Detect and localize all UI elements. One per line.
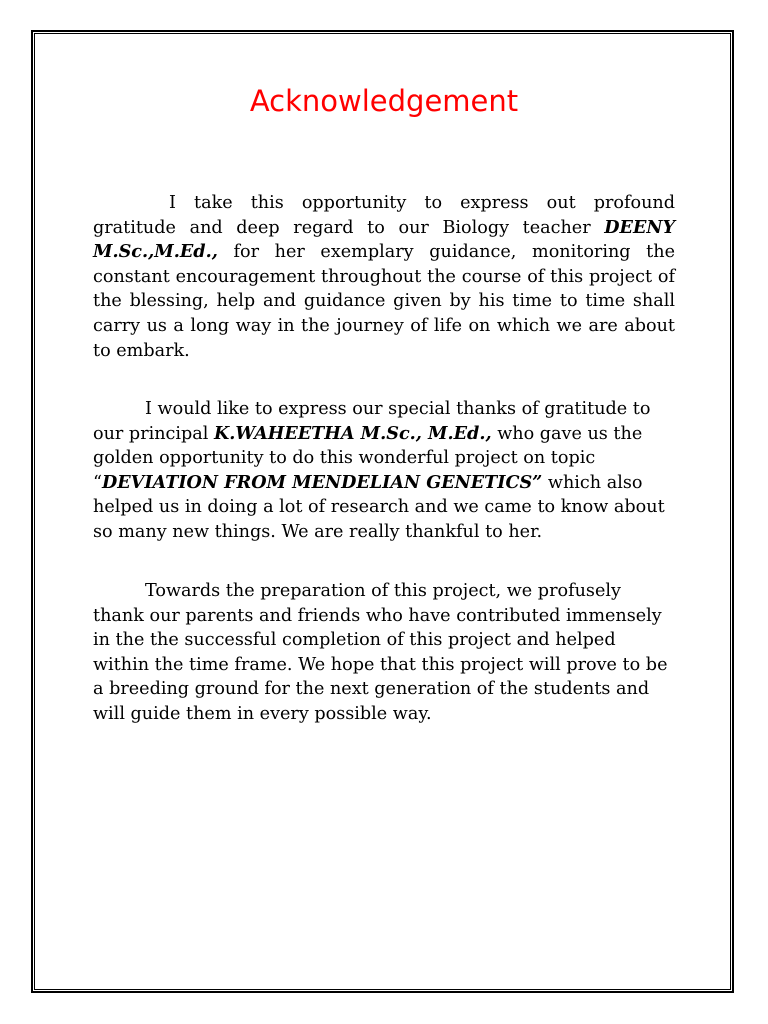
- paragraph-1-text-a: I take this opportunity to express out profound gratitude and deep regard to our Biology teacher: [93, 193, 675, 238]
- principal-name: K.WAHEETHA M.Sc., M.Ed.,: [214, 422, 492, 444]
- paragraph-3: [93, 579, 675, 727]
- paragraph-1-text-b: for her exemplary guidance, monitoring the constant encouragement throughout the course of this project of the blessing, help and guidance given by his time to time shall carry us a long way in the journey of life on which we are about to embark.: [93, 242, 675, 361]
- paragraph-2-text-b: who gave us the golden opportunity to do this wonderful project on topic “: [93, 423, 643, 493]
- paragraph-3-text: Towards the preparation of this project, we profusely thank our parents and friends who have contributed immensely in the the successful completion of this project and helped within the time frame. We hope that this project will prove to be a breeding ground for the next generation of the students and will guide them in every possible way.: [93, 581, 668, 724]
- teacher-name: DEENY M.Sc.,M.Ed.,: [93, 216, 675, 263]
- page-title: Acknowledgement: [249, 84, 519, 118]
- paragraph-2-text-c: which also helped us in doing a lot of research and we came to know about so many new things. We are really thankful to her.: [93, 472, 665, 542]
- paragraph-2-text-a: I would like to express our special thanks of gratitude to our principal: [93, 399, 651, 444]
- paragraph-1: [93, 191, 675, 363]
- paragraph-2: [93, 397, 675, 545]
- project-topic: DEVIATION FROM MENDELIAN GENETICS”: [102, 471, 543, 493]
